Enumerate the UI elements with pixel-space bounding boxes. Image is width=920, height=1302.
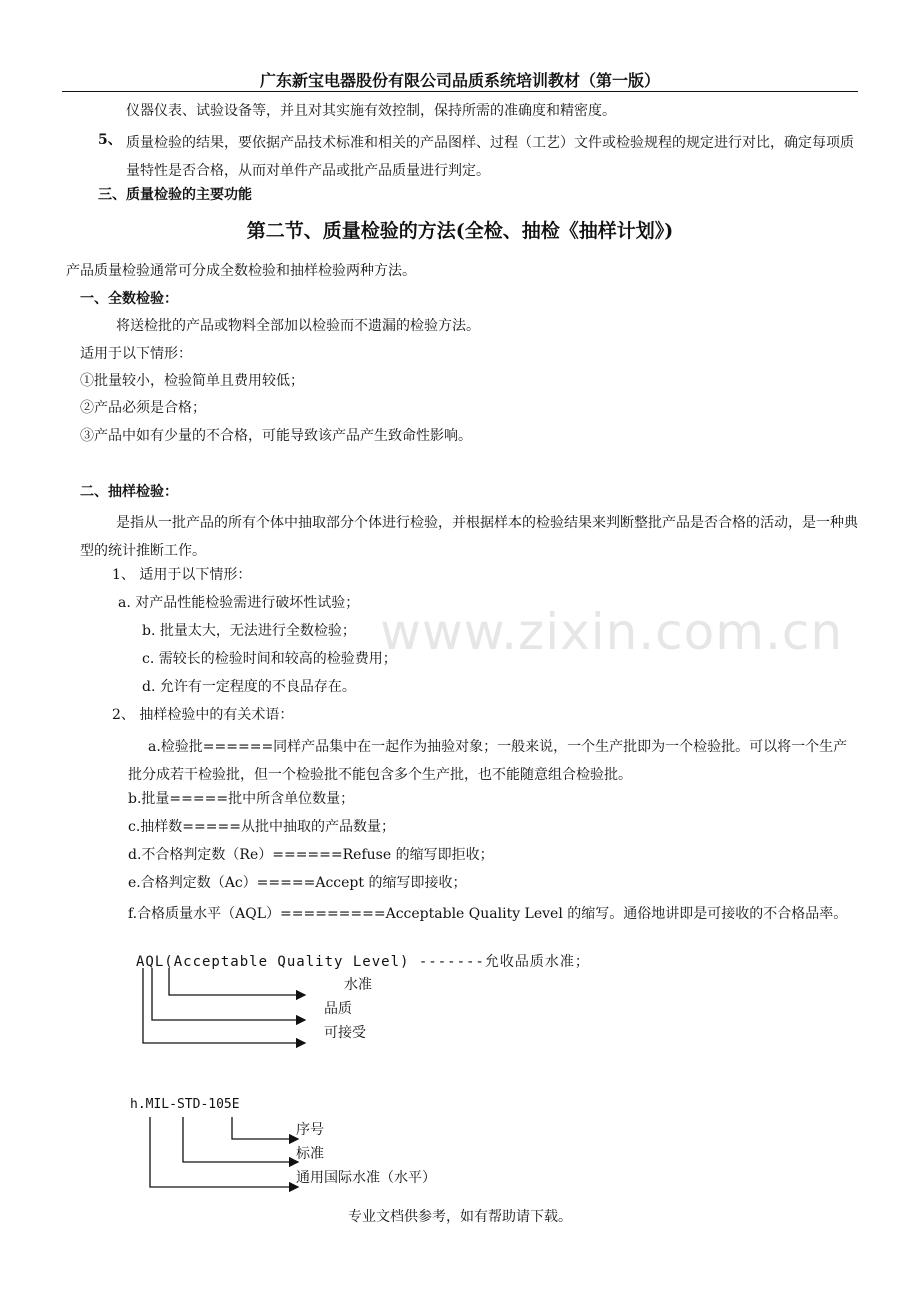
footer-note: 专业文档供参考，如有帮助请下载。 bbox=[348, 1209, 572, 1225]
mil-label-serial: 序号 bbox=[296, 1122, 324, 1138]
term-f: f.合格质量水平（AQL）=========Acceptable Quality Level 的缩写。通俗地讲即是可接收的不合格品率。 bbox=[128, 906, 848, 922]
aql-formula: AQL(Acceptable Quality Level) -------允收品质水准； bbox=[136, 954, 590, 970]
list-item: ③产品中如有少量的不合格，可能导致该产品产生致命性影响。 bbox=[80, 428, 472, 444]
mil-arrows bbox=[150, 1117, 298, 1187]
intro-line: 仪器仪表、试验设备等，并且对其实施有效控制，保持所需的准确度和精密度。 bbox=[126, 103, 616, 119]
applicable-label: 适用于以下情形： bbox=[80, 346, 192, 362]
heading-sampling-inspection: 二、抽样检验： bbox=[80, 484, 178, 500]
list-item: d. 允许有一定程度的不良品存在。 bbox=[142, 679, 356, 695]
section-title: 第二节、质量检验的方法(全检、抽检《抽样计划》) bbox=[246, 220, 674, 242]
header-title: 广东新宝电器股份有限公司品质系统培训教材（第一版） bbox=[259, 71, 660, 90]
mil-label-standard: 标准 bbox=[296, 1146, 324, 1162]
mil-arrow-serial bbox=[232, 1117, 298, 1139]
list-item: c. 需较长的检验时间和较高的检验费用； bbox=[142, 651, 397, 667]
aql-label-level: 水准 bbox=[344, 977, 372, 993]
term-e: e.合格判定数（Ac）=====Accept 的缩写即接收； bbox=[128, 875, 467, 891]
sampling-definition: 是指从一批产品的所有个体中抽取部分个体进行检验，并根据样本的检验结果来判断整批产品是否合格的活动，是一种典型的统计推断工作。 bbox=[80, 515, 858, 559]
aql-label-acceptable: 可接受 bbox=[324, 1025, 366, 1041]
list-item: b. 批量太大，无法进行全数检验； bbox=[142, 623, 356, 639]
aql-label-quality: 品质 bbox=[324, 1001, 352, 1017]
section-intro: 产品质量检验通常可分成全数检验和抽样检验两种方法。 bbox=[66, 263, 416, 279]
sampling-sub1: 1、 适用于以下情形： bbox=[112, 567, 252, 583]
aql-arrows bbox=[143, 968, 305, 1043]
full-inspection-definition: 将送检批的产品或物料全部加以检验而不遗漏的检验方法。 bbox=[116, 318, 480, 334]
heading-main-functions: 三、质量检验的主要功能 bbox=[98, 187, 252, 203]
mil-label-international: 通用国际水准（水平） bbox=[296, 1170, 436, 1186]
mil-standard-code: h.MIL-STD-105E bbox=[130, 1097, 240, 1112]
aql-arrow-quality bbox=[152, 968, 305, 1020]
term-a: a.检验批======同样产品集中在一起作为抽验对象；一般来说，一个生产批即为一个检验批。可以将一个生产批分成若干检验批，但一个检验批不能包含多个生产批，也不能随意组合检验批。 bbox=[128, 739, 848, 783]
list-item: ②产品必须是合格； bbox=[80, 400, 206, 416]
aql-arrow-acceptable bbox=[143, 968, 305, 1043]
term-d: d.不合格判定数（Re）======Refuse 的缩写即拒收； bbox=[128, 847, 494, 863]
list-item: a. 对产品性能检验需进行破坏性试验； bbox=[118, 595, 360, 611]
mil-arrow-international bbox=[150, 1117, 298, 1187]
item-5-number: 5、 bbox=[98, 132, 122, 148]
term-c: c.抽样数=====从批中抽取的产品数量； bbox=[128, 819, 395, 835]
sampling-sub2: 2、 抽样检验中的有关术语： bbox=[112, 707, 294, 723]
aql-arrow-level bbox=[169, 968, 305, 995]
watermark: www.zixin.com.cn bbox=[380, 603, 844, 661]
heading-full-inspection: 一、全数检验： bbox=[80, 291, 178, 307]
item-5-text: 质量检验的结果，要依据产品技术标准和相关的产品图样、过程（工艺）文件或检验规程的规定进行对比，确定每项质量特性是否合格，从而对单件产品或批产品质量进行判定。 bbox=[126, 135, 854, 179]
list-item: ①批量较小，检验简单且费用较低； bbox=[80, 373, 304, 389]
term-b: b.批量=====批中所含单位数量； bbox=[128, 791, 355, 807]
